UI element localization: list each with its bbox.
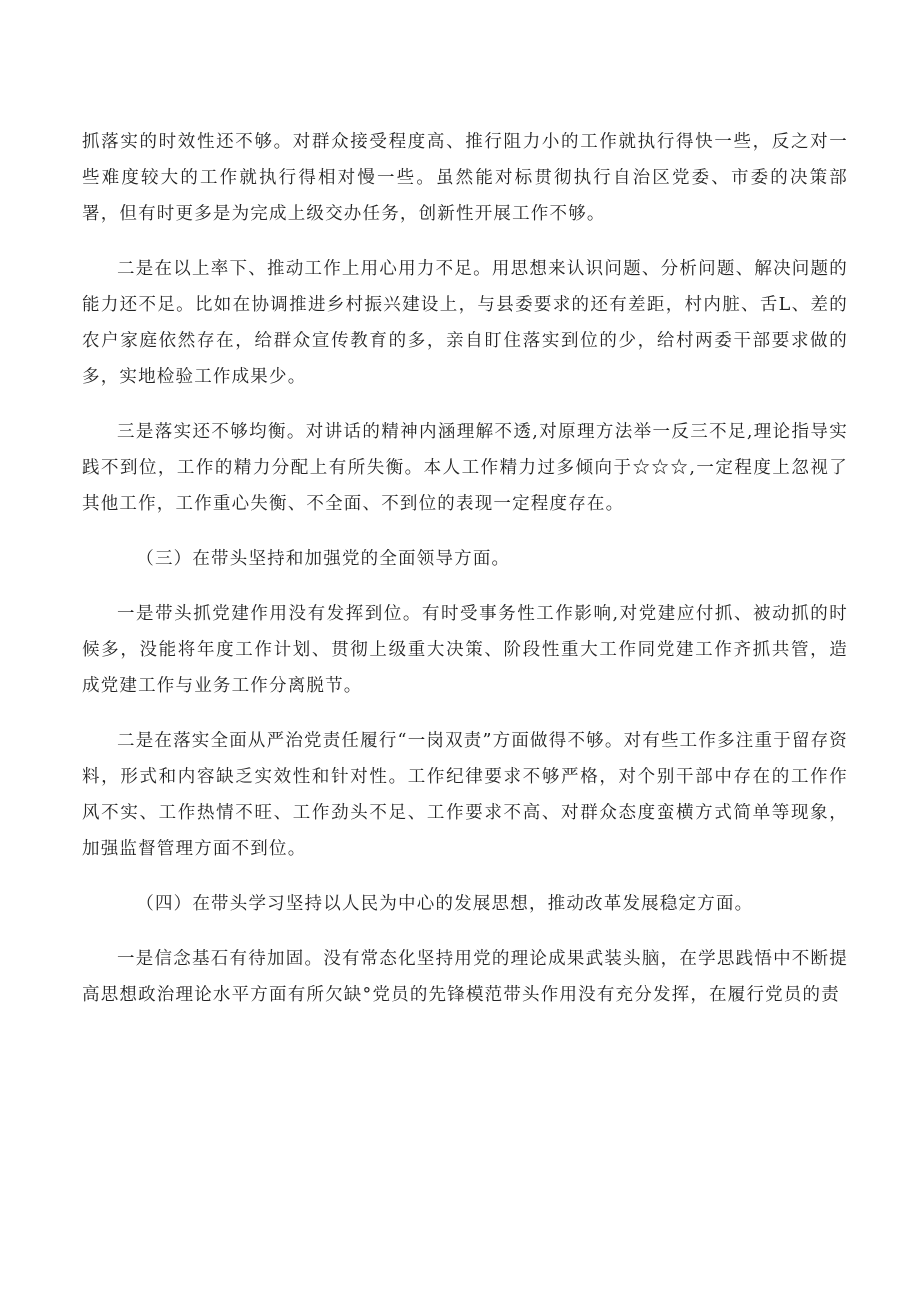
paragraph-belief: 一是信念基石有待加固。没有常态化坚持用党的理论成果武装头脑，在学思践悟中不断提高思想政治理论水平方面有所欠缺°党员的先锋模范带头作用没有充分发挥，在履行党员的责: [82, 949, 848, 1005]
section-heading-three: （三）在带头坚持和加强党的全面领导方面。: [136, 549, 511, 569]
paragraph-party-building: 一是带头抓党建作用没有发挥到位。有时受事务性工作影响,对党建应付抓、被动抓的时候多，没能将年度工作计划、贯彻上级重大决策、阶段性重大工作同党建工作齐抓共管，造成党建工作与业务工作分离脱节。: [82, 604, 848, 696]
section-heading-four: （四）在带头学习坚持以人民为中心的发展思想，推动改革发展稳定方面。: [136, 894, 754, 914]
paragraph-point-two: 二是在以上率下、推动工作上用心用力不足。用思想来认识问题、分析问题、解决问题的能力还不足。比如在协调推进乡村振兴建设上，与县委要求的还有差距，村内脏、舌L、差的农户家庭依然存在，给群众宣传教育的多，亲自盯住落实到位的少，给村两委干部要求做的多，实地检验工作成果少。: [82, 259, 848, 387]
paragraph-continuation: 抓落实的时效性还不够。对群众接受程度高、推行阻力小的工作就执行得快一些，反之对一些难度较大的工作就执行得相对慢一些。虽然能对标贯彻执行自治区党委、市委的决策部署，但有时更多是为完成上级交办任务，创新性开展工作不够。: [82, 132, 848, 224]
paragraph-point-three: 三是落实还不够均衡。对讲话的精神内涵理解不透,对原理方法举一反三不足,理论指导实践不到位，工作的精力分配上有所失衡。本人工作精力过多倾向于☆☆☆,一定程度上忽视了其他工作，工作重心失衡、不全面、不到位的表现一定程度存在。: [82, 422, 848, 514]
document-body: [82, 124, 848, 1032]
paragraph-responsibility: 二是在落实全面从严治党责任履行“一岗双责”方面做得不够。对有些工作多注重于留存资料，形式和内容缺乏实效性和针对性。工作纪律要求不够严格，对个别干部中存在的工作作风不实、工作热情不旺、工作劲头不足、工作要求不高、对群众态度蛮横方式简单等现象，加强监督管理方面不到位。: [82, 731, 848, 859]
